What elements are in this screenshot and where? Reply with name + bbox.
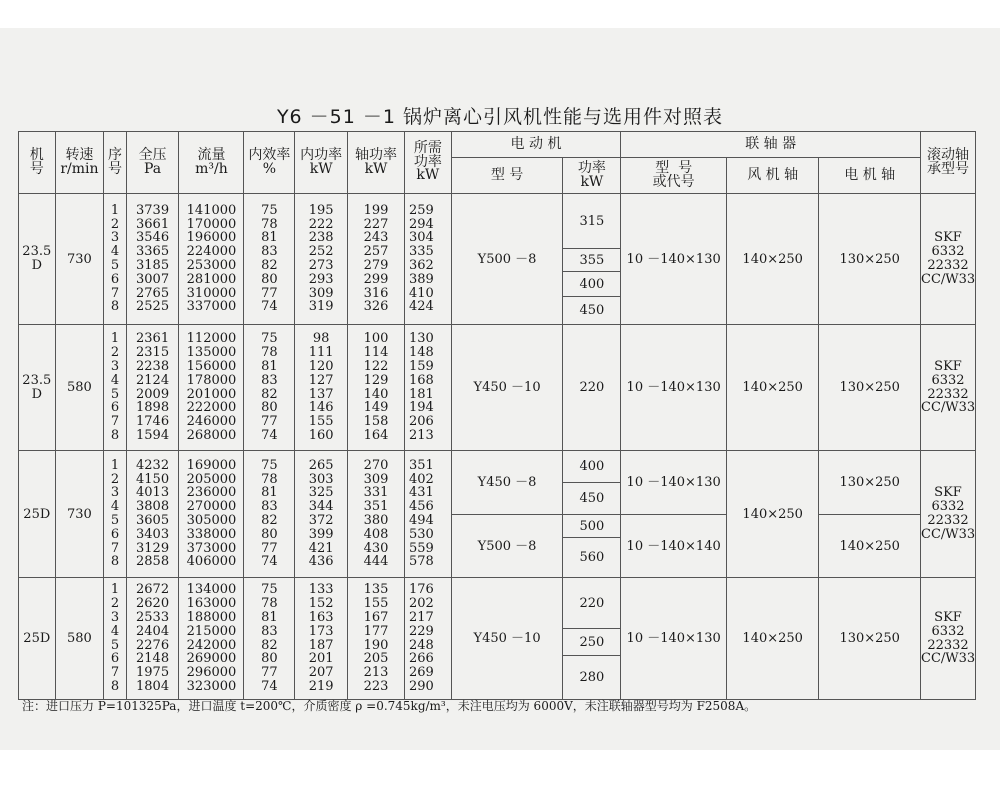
shaft-power-cell: 199 227 243 257 279 299 316 326 — [348, 194, 405, 325]
motor-power-value: 450 — [579, 303, 605, 318]
table-row — [19, 578, 976, 700]
int-power-cell: 133 152 163 173 187 201 207 219 — [295, 578, 348, 700]
bearing-cell: SKF 6332 22332 CC/W33 — [921, 325, 976, 451]
col-header-speed: 转速 r/min — [55, 132, 104, 194]
motor-power-value: 315 — [563, 194, 620, 249]
motor-model-cell: Y450 －10 — [451, 325, 563, 451]
table-row — [19, 451, 976, 515]
col-header-coupling: 联 轴 器 — [621, 132, 921, 158]
col-header-machine: 机 号 — [19, 132, 56, 194]
col-header-motor: 电 动 机 — [451, 132, 621, 158]
bearing-cell: SKF 6332 22332 CC/W33 — [921, 578, 976, 700]
motor-model-cell: Y450 －8 — [451, 451, 563, 515]
table-row — [19, 325, 976, 451]
motor-power-value: 560 — [579, 550, 605, 565]
motor-power-value: 450 — [579, 491, 605, 506]
motor-power-value: 500 — [563, 515, 620, 538]
motor-power-cell — [563, 451, 621, 515]
fan-shaft-cell: 140×250 — [726, 194, 818, 325]
flow-cell: 134000 163000 188000 215000 242000 269000 296000 323000 — [179, 578, 244, 700]
flow-cell: 112000 135000 156000 178000 201000 222000 246000 268000 — [179, 325, 244, 451]
footnote: 注：进口压力 P=101325Pa，进口温度 t=200℃，介质密度 ρ =0.745kg/m³，未注电压均为 6000V，未注联轴器型号均为 F2508A。 — [22, 699, 757, 713]
shaft-power-cell: 135 155 167 177 190 205 213 223 — [348, 578, 405, 700]
machine-cell: 23.5 D — [19, 194, 56, 325]
req-power-cell: 259 294 304 335 362 389 410 424 — [404, 194, 451, 325]
motor-power-cell — [563, 194, 621, 325]
int-eff-cell: 75 78 81 83 82 80 77 74 — [244, 194, 295, 325]
bearing-cell: SKF 6332 22332 CC/W33 — [921, 451, 976, 578]
speed-cell: 580 — [55, 325, 104, 451]
col-header-motor-model: 型 号 — [451, 158, 563, 194]
pressure-cell: 3739 3661 3546 3365 3185 3007 2765 2525 — [126, 194, 179, 325]
motor-power-value: 280 — [579, 670, 605, 685]
flow-cell: 169000 205000 236000 270000 305000 338000 373000 406000 — [179, 451, 244, 578]
flow-cell: 141000 170000 196000 224000 253000 281000 310000 337000 — [179, 194, 244, 325]
col-header-motor-shaft: 电 机 轴 — [819, 158, 921, 194]
motor-model-cell: Y450 －10 — [451, 578, 563, 700]
motor-shaft-cell: 130×250 — [819, 194, 921, 325]
motor-model-cell: Y500 －8 — [451, 515, 563, 578]
req-power-cell: 130 148 159 168 181 194 206 213 — [404, 325, 451, 451]
col-header-shaft-power: 轴功率 kW — [348, 132, 405, 194]
coupling-model-cell: 10 －140×130 — [621, 451, 727, 515]
fan-shaft-cell: 140×250 — [726, 325, 818, 451]
speed-cell: 730 — [55, 451, 104, 578]
machine-cell: 25D — [19, 451, 56, 578]
req-power-cell: 176 202 217 229 248 266 269 290 — [404, 578, 451, 700]
col-header-coupling-model: 型 号 或代号 — [621, 158, 727, 194]
seq-cell: 1 2 3 4 5 6 7 8 — [104, 451, 126, 578]
motor-power-value: 250 — [563, 629, 620, 656]
motor-model-cell: Y500 －8 — [451, 194, 563, 325]
page-title: Y6 －51 －1 锅炉离心引风机性能与选用件对照表 — [276, 106, 724, 128]
req-power-cell: 351 402 431 456 494 530 559 578 — [404, 451, 451, 578]
page-margin — [0, 750, 1000, 800]
speed-cell: 730 — [55, 194, 104, 325]
motor-power-value: 355 — [563, 249, 620, 272]
motor-shaft-cell: 130×250 — [819, 451, 921, 515]
shaft-power-cell: 270 309 331 351 380 408 430 444 — [348, 451, 405, 578]
seq-cell: 1 2 3 4 5 6 7 8 — [104, 325, 126, 451]
int-power-cell: 195 222 238 252 273 293 309 319 — [295, 194, 348, 325]
int-eff-cell: 75 78 81 83 82 80 77 74 — [244, 325, 295, 451]
machine-cell: 23.5 D — [19, 325, 56, 451]
motor-power-value: 220 — [563, 578, 620, 629]
motor-shaft-cell: 140×250 — [819, 515, 921, 578]
col-header-seq: 序 号 — [104, 132, 126, 194]
motor-power-cell — [563, 578, 621, 700]
seq-cell: 1 2 3 4 5 6 7 8 — [104, 194, 126, 325]
motor-power-cell: 220 — [563, 325, 621, 451]
fan-shaft-cell: 140×250 — [726, 451, 818, 578]
motor-shaft-cell: 130×250 — [819, 578, 921, 700]
coupling-model-cell: 10 －140×140 — [621, 515, 727, 578]
bearing-cell: SKF 6332 22332 CC/W33 — [921, 194, 976, 325]
motor-power-value: 400 — [563, 272, 620, 297]
performance-table — [18, 131, 976, 700]
col-header-fan-shaft: 风 机 轴 — [726, 158, 818, 194]
shaft-power-cell: 100 114 122 129 140 149 158 164 — [348, 325, 405, 451]
col-header-pressure: 全压 Pa — [126, 132, 179, 194]
fan-shaft-cell: 140×250 — [726, 578, 818, 700]
speed-cell: 580 — [55, 578, 104, 700]
motor-power-value: 400 — [563, 451, 620, 483]
col-header-bearing: 滚动轴 承型号 — [921, 132, 976, 194]
col-header-req-power: 所需 功率 kW — [404, 132, 451, 194]
motor-power-cell — [563, 515, 621, 578]
col-header-int-eff: 内效率 % — [244, 132, 295, 194]
int-eff-cell: 75 78 81 83 82 80 77 74 — [244, 578, 295, 700]
pressure-cell: 4232 4150 4013 3808 3605 3403 3129 2858 — [126, 451, 179, 578]
seq-cell: 1 2 3 4 5 6 7 8 — [104, 578, 126, 700]
pressure-cell: 2361 2315 2238 2124 2009 1898 1746 1594 — [126, 325, 179, 451]
coupling-model-cell: 10 －140×130 — [621, 578, 727, 700]
int-power-cell: 98 111 120 127 137 146 155 160 — [295, 325, 348, 451]
col-header-motor-power: 功率 kW — [563, 158, 621, 194]
machine-cell: 25D — [19, 578, 56, 700]
col-header-int-power: 内功率 kW — [295, 132, 348, 194]
int-power-cell: 265 303 325 344 372 399 421 436 — [295, 451, 348, 578]
int-eff-cell: 75 78 81 83 82 80 77 74 — [244, 451, 295, 578]
table-row — [19, 194, 976, 325]
coupling-model-cell: 10 －140×130 — [621, 325, 727, 451]
col-header-flow: 流量 m³/h — [179, 132, 244, 194]
header-row-1 — [19, 132, 976, 158]
motor-shaft-cell: 130×250 — [819, 325, 921, 451]
coupling-model-cell: 10 －140×130 — [621, 194, 727, 325]
pressure-cell: 2672 2620 2533 2404 2276 2148 1975 1804 — [126, 578, 179, 700]
